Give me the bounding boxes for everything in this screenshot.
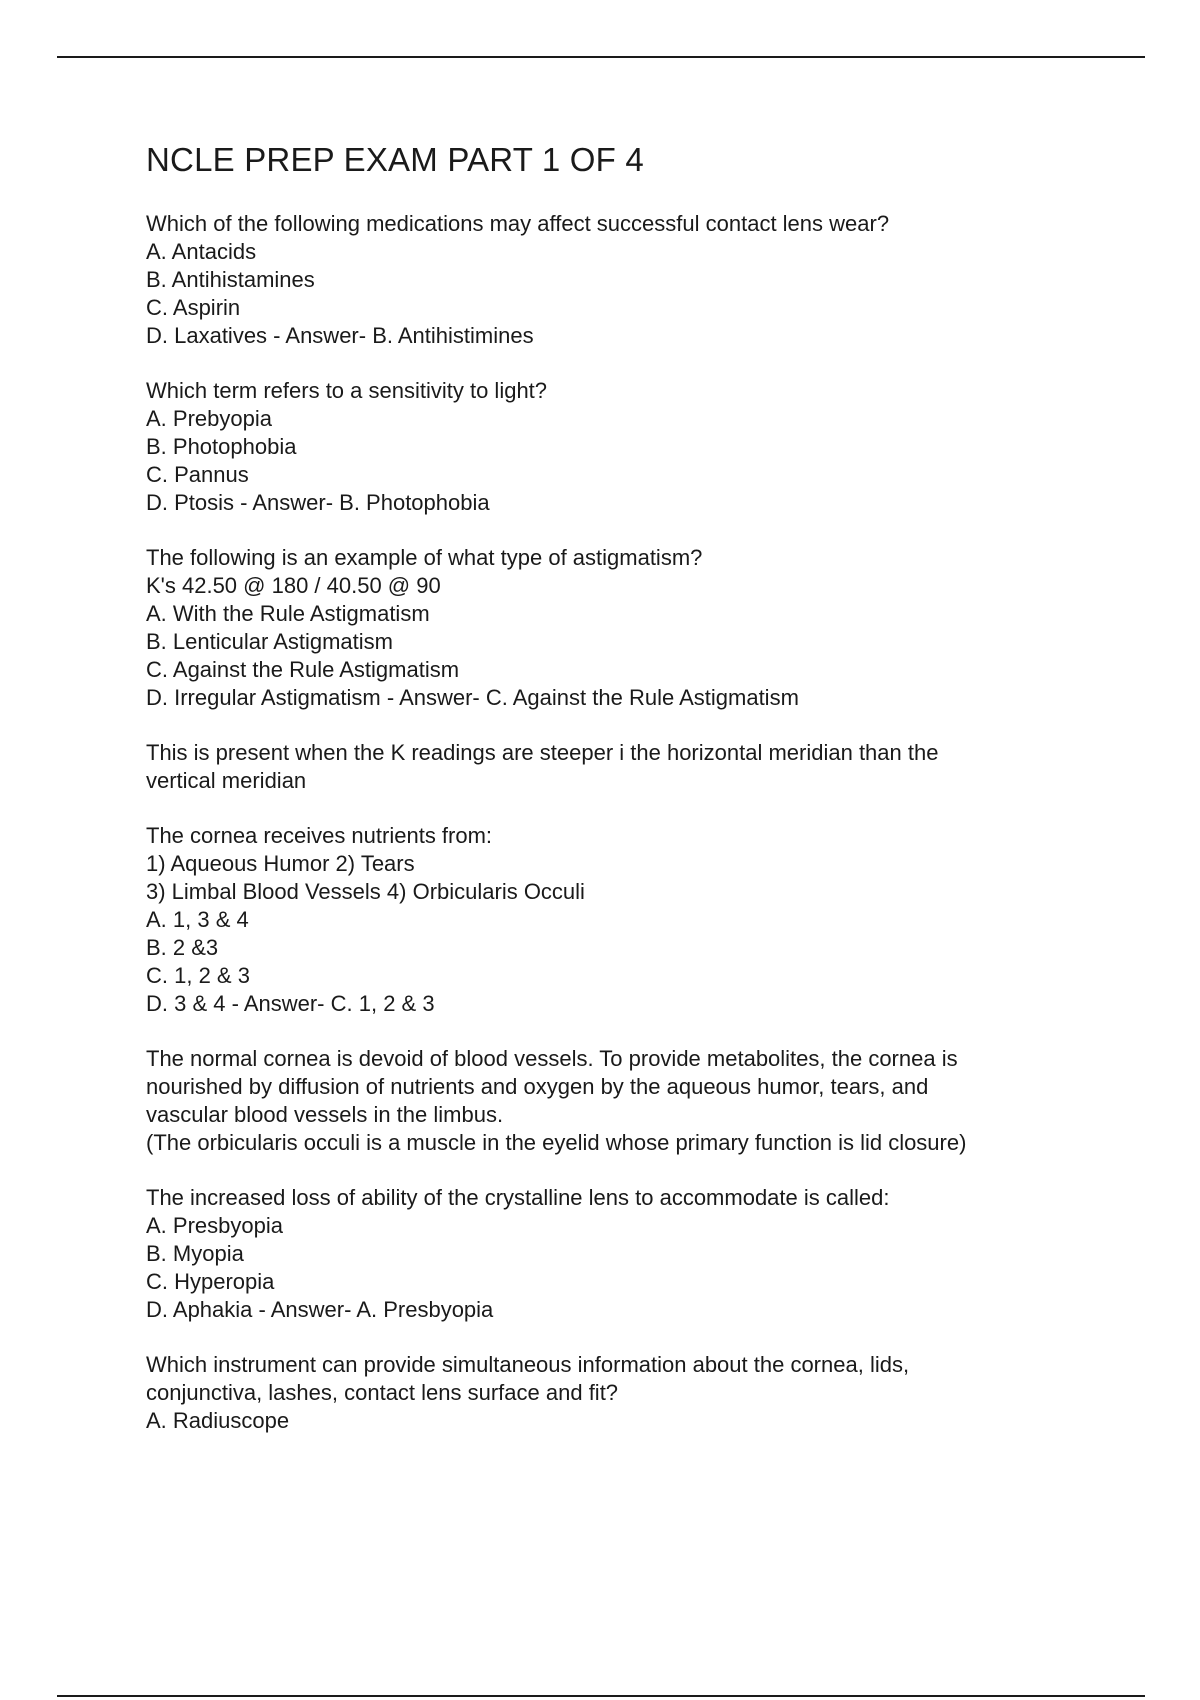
text-line: D. Ptosis - Answer- B. Photophobia [146, 490, 490, 515]
text-line: The increased loss of ability of the crystalline lens to accommodate is called: [146, 1185, 890, 1210]
text-line: C. Aspirin [146, 295, 241, 320]
text-line: A. 1, 3 & 4 [146, 907, 249, 932]
text-line: (The orbicularis occuli is a muscle in the eyelid whose primary function is lid closure) [146, 1130, 967, 1155]
question-block [146, 822, 1076, 1018]
text-line: C. 1, 2 & 3 [146, 963, 250, 988]
text-line: B. Myopia [146, 1241, 244, 1266]
bottom-divider [57, 1695, 1145, 1697]
text-line: K's 42.50 @ 180 / 40.50 @ 90 [146, 573, 441, 598]
text-line: This is present when the K readings are steeper i the horizontal meridian than the [146, 740, 939, 765]
text-line: C. Hyperopia [146, 1269, 275, 1294]
question-block [146, 739, 1076, 795]
text-line: 3) Limbal Blood Vessels 4) Orbicularis Occuli [146, 879, 585, 904]
text-line: A. With the Rule Astigmatism [146, 601, 430, 626]
text-line: C. Pannus [146, 462, 249, 487]
text-line: Which instrument can provide simultaneous information about the cornea, lids, [146, 1352, 910, 1377]
text-line: The cornea receives nutrients from: [146, 823, 493, 848]
text-line: A. Antacids [146, 239, 257, 264]
text-line: B. Lenticular Astigmatism [146, 629, 393, 654]
text-line: D. Laxatives - Answer- B. Antihistimines [146, 323, 534, 348]
text-line: D. Irregular Astigmatism - Answer- C. Against the Rule Astigmatism [146, 685, 799, 710]
question-block [146, 377, 1076, 517]
question-block [146, 1184, 1076, 1324]
text-line: Which of the following medications may affect successful contact lens wear? [146, 211, 890, 236]
text-line: C. Against the Rule Astigmatism [146, 657, 460, 682]
question-list [146, 210, 1076, 1435]
text-line: nourished by diffusion of nutrients and oxygen by the aqueous humor, tears, and [146, 1074, 929, 1099]
text-line: The following is an example of what type of astigmatism? [146, 545, 703, 570]
text-line: B. 2 &3 [146, 935, 219, 960]
text-line: Which term refers to a sensitivity to light? [146, 378, 548, 403]
page-title: NCLE PREP EXAM PART 1 OF 4 [146, 141, 644, 178]
question-block [146, 1045, 1076, 1157]
top-divider [57, 56, 1145, 58]
text-line: conjunctiva, lashes, contact lens surface and fit? [146, 1380, 619, 1405]
text-line: A. Radiuscope [146, 1408, 290, 1433]
question-block [146, 1351, 1076, 1435]
question-block [146, 544, 1076, 712]
text-line: D. 3 & 4 - Answer- C. 1, 2 & 3 [146, 991, 435, 1016]
text-line: vertical meridian [146, 768, 307, 793]
text-line: A. Presbyopia [146, 1213, 283, 1238]
question-block [146, 210, 1076, 350]
text-line: 1) Aqueous Humor 2) Tears [146, 851, 415, 876]
text-line: The normal cornea is devoid of blood vessels. To provide metabolites, the cornea is [146, 1046, 958, 1071]
text-line: A. Prebyopia [146, 406, 272, 431]
text-line: B. Antihistamines [146, 267, 315, 292]
text-line: D. Aphakia - Answer- A. Presbyopia [146, 1297, 494, 1322]
text-line: vascular blood vessels in the limbus. [146, 1102, 504, 1127]
text-line: B. Photophobia [146, 434, 297, 459]
document-body [146, 140, 1076, 1462]
